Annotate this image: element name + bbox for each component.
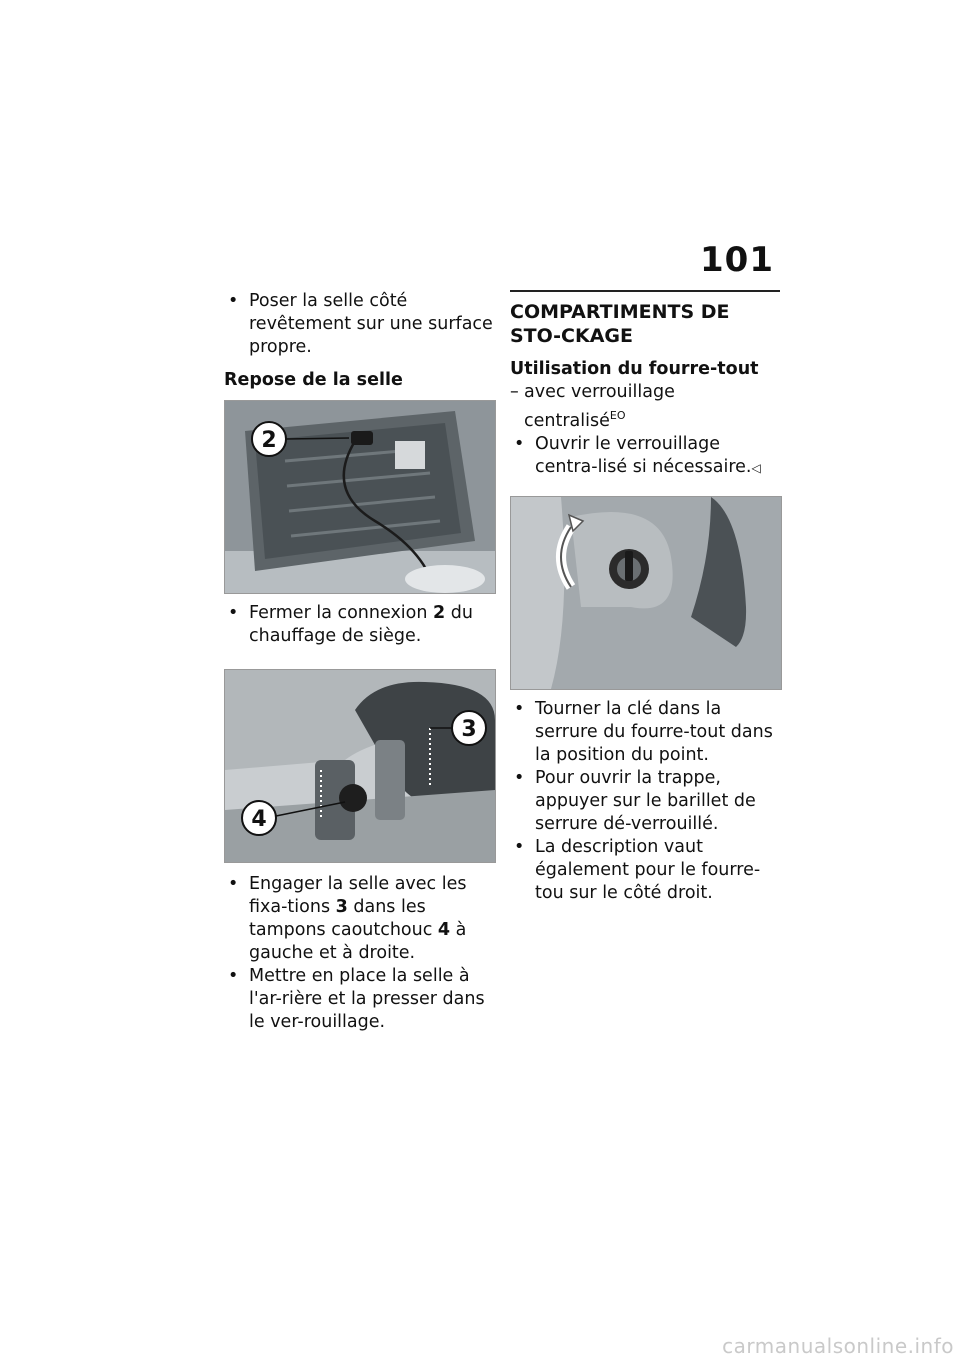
repose-heading: Repose de la selle: [224, 370, 403, 390]
intro-bullet: • Poser la selle côté revêtement sur une surface propre.: [224, 290, 494, 359]
seat-mounts-illustration: [225, 670, 495, 862]
bullet-ouvrir-text: Ouvrir le verrouillage centra-lisé si nécessaire.: [535, 433, 752, 477]
bullet-pour: • Pour ouvrir la trappe, appuyer sur le barillet de serrure dé-verrouillé.: [510, 767, 780, 836]
left-column: [224, 290, 494, 1034]
label-2: 2: [261, 428, 277, 453]
bullet-ouvrir: [510, 433, 780, 480]
option-line-text: avec verrouillage centralisé: [524, 382, 675, 431]
bullet-fermer-text-b: du chauffage de siège.: [249, 603, 473, 646]
bullet-engager-num-2: 4: [437, 920, 451, 940]
bullet-engager: [224, 873, 494, 965]
option-eo-badge: EO: [609, 409, 626, 422]
bullet-fermer: [224, 602, 494, 648]
watermark: carmanualsonline.info: [722, 1334, 954, 1358]
bullet-fermer-text-a: Fermer la connexion: [249, 603, 434, 623]
subheading: Utilisation du fourre-tout: [510, 359, 759, 379]
bullet-engager-text-c: à gauche et à droite.: [249, 920, 467, 963]
bullet-tourner: • Tourner la clé dans la serrure du fourre-tout dans la position du point.: [510, 698, 780, 767]
label-4: 4: [251, 807, 267, 832]
storage-lock-illustration: [511, 497, 781, 689]
bullet-engager-text-a: Engager la selle avec les fixa-tions: [249, 874, 467, 917]
page-number: 101: [700, 240, 774, 280]
bullet-engager-text-b: dans les tampons caoutchouc: [249, 897, 438, 940]
label-3: 3: [461, 717, 477, 742]
bullet-mettre: • Mettre en place la selle à l'ar-rière et la presser dans le ver-rouillage.: [224, 965, 494, 1034]
bullet-fermer-num: 2: [433, 603, 446, 623]
option-line: [510, 381, 780, 433]
seat-connector-illustration: [225, 401, 495, 593]
figure-seat-mounts: [224, 669, 496, 863]
end-mark-icon: ◁: [751, 460, 761, 475]
bullet-engager-num-1: 3: [335, 897, 348, 917]
figure-seat-connector: [224, 400, 496, 594]
section-title: COMPARTIMENTS DE STO-CKAGE: [510, 290, 780, 348]
figure-storage-lock: [510, 496, 782, 690]
right-column: [510, 290, 780, 905]
bullet-la: • La description vaut également pour le fourre-tou sur le côté droit.: [510, 836, 780, 905]
